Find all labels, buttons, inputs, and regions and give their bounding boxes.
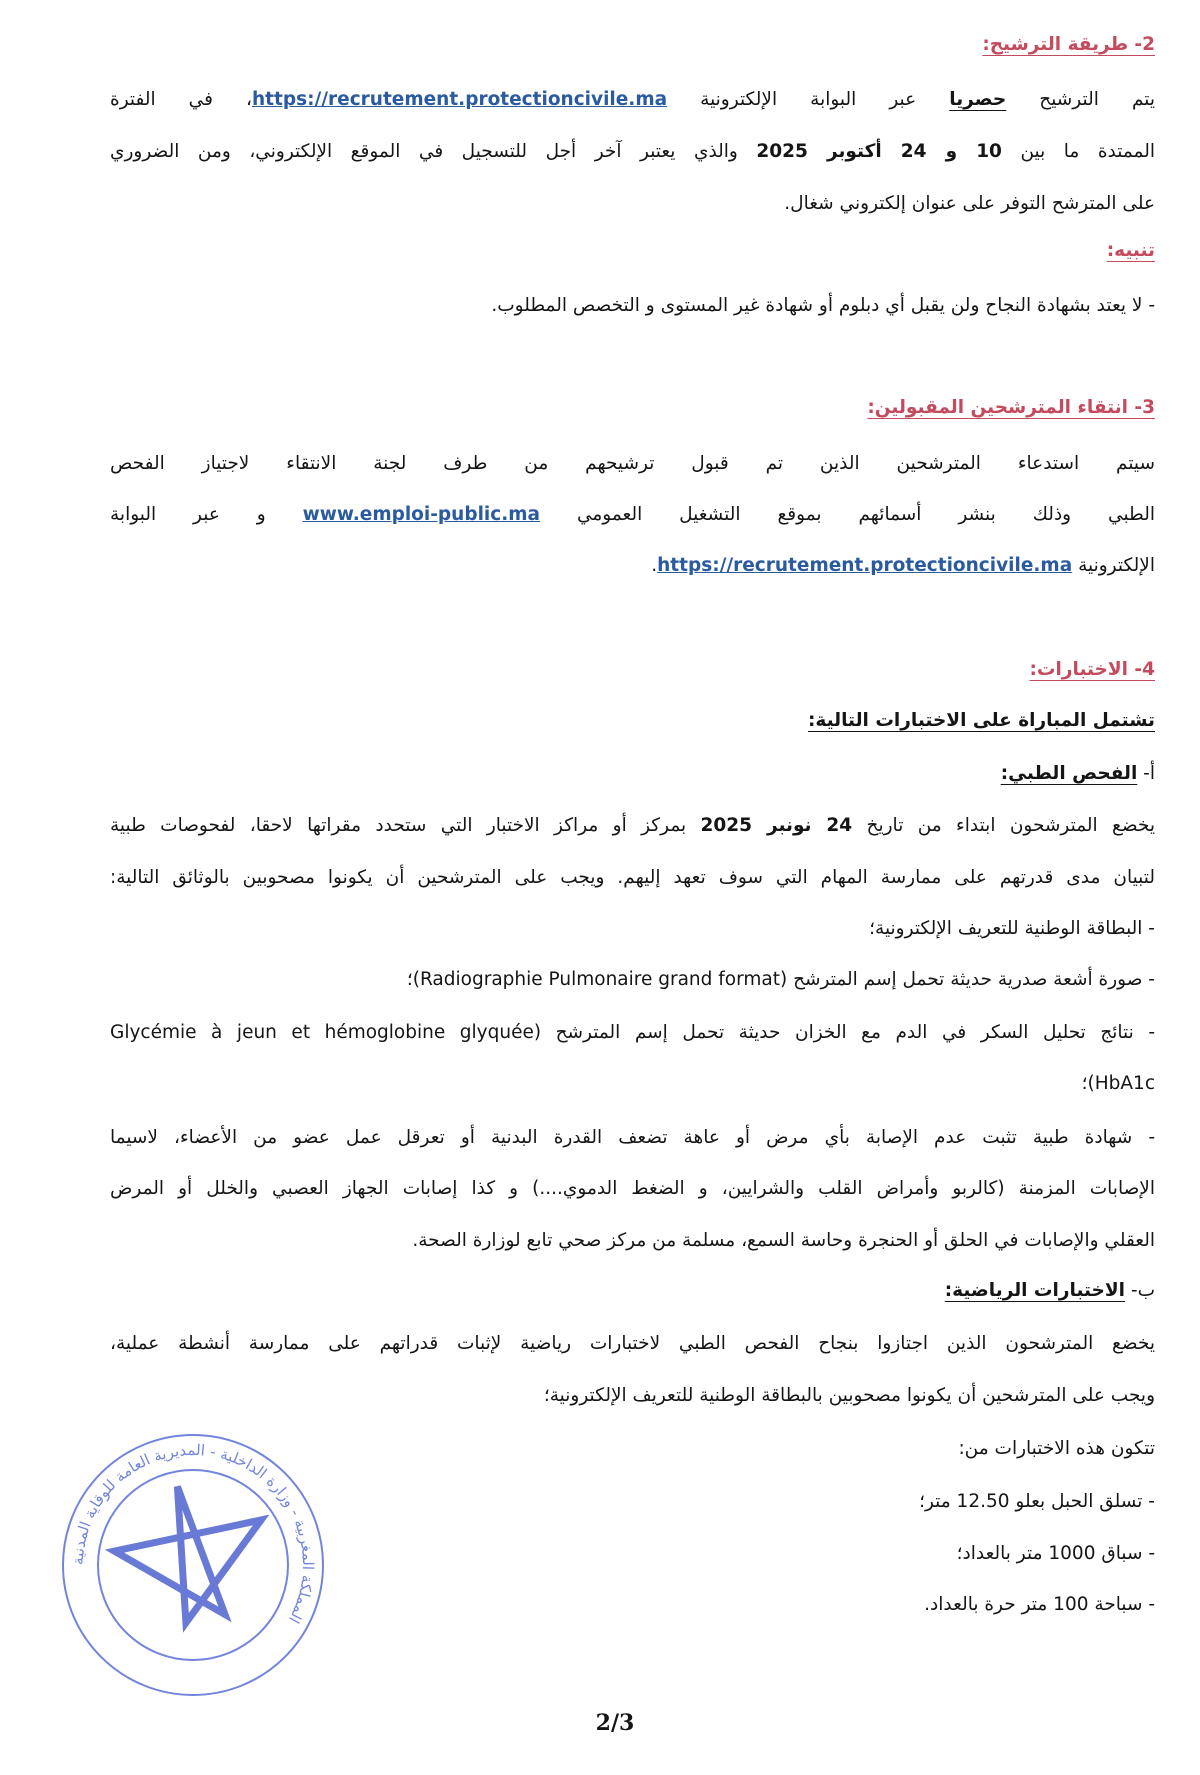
- text-segment: ويجب على المترشحين أن يكونوا مصحوبين بالبطاقة الوطنية للتعريف الإلكترونية؛: [543, 1385, 1155, 1406]
- text-segment: يخضع المترشحون ابتداء من تاريخ: [852, 815, 1155, 836]
- text-line: [110, 189, 1155, 221]
- text-line: [110, 965, 1155, 997]
- section-heading: [110, 655, 1155, 687]
- text-segment: سيتم استدعاء المترشحين الذين تم قبول ترشيحهم من طرف لجنة الانتقاء لاجتياز الفحص: [110, 453, 1155, 474]
- text-segment: على المترشح التوفر على عنوان إلكتروني شغال.: [784, 193, 1155, 214]
- text-segment: يتم الترشيح: [1006, 89, 1155, 110]
- text-segment: HbA1c)؛: [1081, 1073, 1155, 1094]
- text-segment: الإلكترونية: [1072, 555, 1155, 576]
- text-segment: الطبي وذلك بنشر أسمائهم بموقع التشغيل العمومي: [540, 504, 1155, 525]
- text-segment: لتبيان مدى قدرتهم على ممارسة المهام التي سوف تعهد إليهم. ويجب على المترشحين أن يكونوا مصحوبين بالوثائق التالية:: [110, 867, 1155, 888]
- text-segment: تشتمل المباراة على الاختبارات التالية:: [808, 710, 1155, 731]
- section-heading: [110, 236, 1155, 268]
- text-segment: والذي يعتبر آخر أجل للتسجيل في الموقع الإلكتروني، ومن الضروري: [110, 141, 757, 162]
- section-heading: [110, 393, 1155, 425]
- text-line: [110, 1329, 1155, 1361]
- text-segment: أ-: [1137, 763, 1155, 784]
- text-segment: 10 و 24 أكتوبر 2025: [756, 141, 1002, 162]
- text-line: [110, 1381, 1155, 1413]
- text-segment: 24 نونبر 2025: [700, 815, 853, 836]
- text-segment: حصريا: [949, 89, 1007, 110]
- pentagram-star-icon: [104, 1471, 279, 1634]
- link[interactable]: https://recrutement.protectioncivile.ma: [657, 555, 1073, 576]
- stamp-text: المملكة المغربية - وزارة الداخلية - المديرية العامة للوقاية المدنية: [68, 1440, 318, 1627]
- text-line: [110, 85, 1155, 117]
- link[interactable]: https://recrutement.protectioncivile.ma: [252, 89, 668, 110]
- text-segment: - نتائج تحليل السكر في الدم مع الخزان حديثة تحمل إسم المترشح (Glycémie à jeun et hémoglobine glyquée: [110, 1022, 1155, 1043]
- text-segment: الإصابات المزمنة (كالربو وأمراض القلب والشرايين، و الضغط الدموي....) و كذا إصابات الجهاز العصبي والخلل أو المرض: [110, 1178, 1155, 1199]
- text-segment: - البطاقة الوطنية للتعريف الإلكترونية؛: [869, 918, 1155, 939]
- text-line: [110, 759, 1155, 791]
- text-segment: - لا يعتد بشهادة النجاح ولن يقبل أي دبلوم أو شهادة غير المستوى و التخصص المطلوب.: [491, 295, 1155, 316]
- text-line: [110, 1069, 1155, 1101]
- text-line: [110, 914, 1155, 946]
- text-segment: و عبر البوابة: [110, 504, 303, 525]
- heading-text: 2- طريقة الترشيح:: [982, 34, 1155, 55]
- text-line: [110, 1174, 1155, 1206]
- text-line: [110, 706, 1155, 738]
- text-segment: ب-: [1125, 1280, 1155, 1301]
- text-segment: - سباحة 100 متر حرة بالعداد.: [924, 1594, 1155, 1615]
- text-segment: ، في الفترة: [110, 89, 252, 110]
- text-segment: الاختبارات الرياضية:: [944, 1280, 1126, 1301]
- text-segment: العقلي والإصابات في الحلق أو الحنجرة وحاسة السمع، مسلمة من مركز صحي تابع لوزارة الصحة.: [412, 1230, 1155, 1251]
- heading-text: 3- انتقاء المترشحين المقبولين:: [867, 397, 1155, 418]
- text-segment: عبر البوابة الإلكترونية: [667, 89, 950, 110]
- text-line: [110, 291, 1155, 323]
- text-line: [110, 1276, 1155, 1308]
- text-line: [110, 863, 1155, 895]
- text-line: [110, 551, 1155, 583]
- text-segment: .: [651, 555, 658, 576]
- text-line: [110, 449, 1155, 481]
- text-segment: تتكون هذه الاختبارات من:: [958, 1438, 1155, 1459]
- text-segment: يخضع المترشحون الذين اجتازوا بنجاح الفحص الطبي لاختبارات رياضية لإثبات قدراتهم على ممارسة أنشطة عملية،: [110, 1333, 1155, 1354]
- text-segment: - شهادة طبية تثبت عدم الإصابة بأي مرض أو عاهة تضعف القدرة البدنية أو تعرقل عمل عضو من الأعضاء، لاسيما: [110, 1127, 1155, 1148]
- text-segment: - صورة أشعة صدرية حديثة تحمل إسم المترشح (Radiographie Pulmonaire grand format)؛: [406, 969, 1155, 990]
- text-segment: بمركز أو مراكز الاختبار التي ستحدد مقراتها لاحقا، لفحوصات طبية: [110, 815, 701, 836]
- text-segment: الممتدة ما بين: [1001, 141, 1155, 162]
- text-line: [110, 500, 1155, 532]
- link[interactable]: www.emploi-public.ma: [302, 504, 541, 525]
- text-line: [110, 137, 1155, 169]
- text-line: [110, 1123, 1155, 1155]
- text-line: [110, 1018, 1155, 1050]
- text-segment: الفحص الطبي:: [1000, 763, 1138, 784]
- heading-text: 4- الاختبارات:: [1029, 659, 1155, 680]
- text-segment: - تسلق الحبل بعلو 12.50 متر؛: [919, 1491, 1155, 1512]
- page-number: 2/3: [595, 1710, 635, 1736]
- official-stamp: [58, 1430, 328, 1700]
- text-line: [110, 811, 1155, 843]
- section-heading: [110, 30, 1155, 62]
- text-segment: - سباق 1000 متر بالعداد؛: [956, 1543, 1155, 1564]
- text-line: [110, 1226, 1155, 1258]
- heading-text: تنبيه:: [1106, 240, 1155, 261]
